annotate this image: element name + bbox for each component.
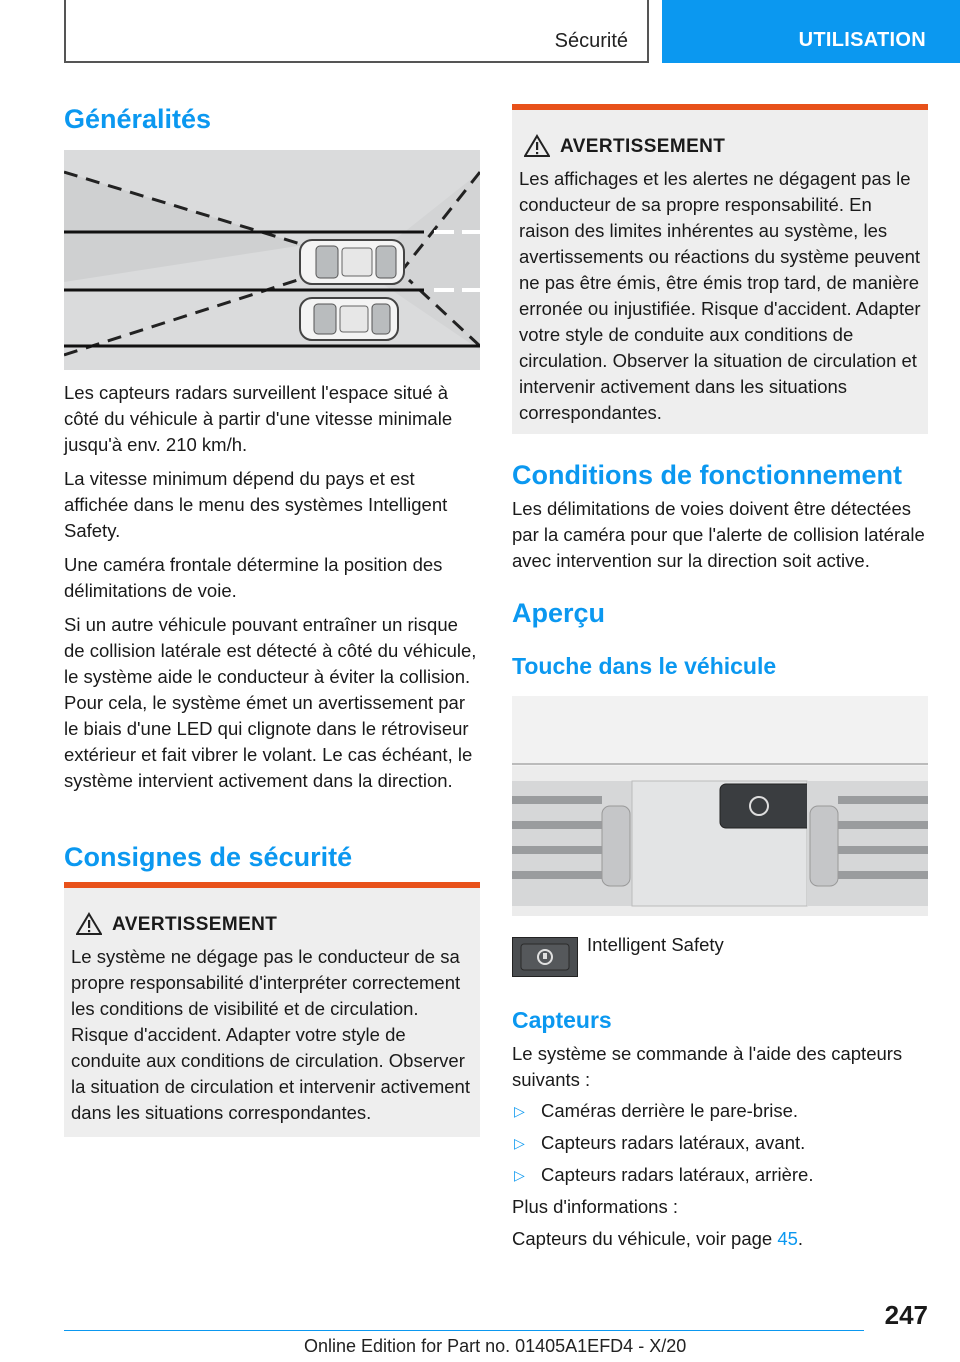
intelligent-safety-icon: [513, 938, 577, 976]
intelligent-safety-button[interactable]: [512, 937, 578, 977]
warning-label: AVERTISSEMENT: [560, 136, 726, 157]
warning-label: AVERTISSEMENT: [112, 914, 278, 935]
overview-title: Aperçu: [512, 598, 606, 628]
lane-illustration: [64, 150, 480, 370]
button-caption: Intelligent Safety: [587, 934, 724, 955]
paragraph: La vitesse minimum dépend du pays et est affichée dans le menu des systèmes Intelligent Safety.: [64, 468, 448, 541]
paragraph: Les capteurs radars surveillent l'espace situé à côté du véhicule à partir d'une vitesse minimale jusqu'à env. 210 km/h.: [64, 382, 453, 455]
generalities-body: [64, 380, 480, 794]
more-info: Plus d'informations :: [512, 1196, 678, 1217]
warning-header: [64, 912, 480, 942]
sensors-title: Capteurs: [512, 1007, 612, 1033]
car-lower: [300, 298, 398, 340]
header-section: Sécurité: [554, 30, 628, 52]
page-number: 247: [884, 1300, 928, 1330]
vent-right: [807, 781, 928, 906]
car-upper: [300, 240, 404, 284]
footer-divider: [64, 1330, 864, 1331]
warning-header: [512, 134, 928, 164]
paragraph: Une caméra frontale détermine la position des délimitations de voie.: [64, 554, 443, 601]
button-title: Touche dans le véhicule: [512, 653, 777, 679]
warning-text: Les affichages et les alertes ne dégagent pas le conducteur de sa propre responsabilité. En raison des limites inhérentes au système, les avertissements ou réactions du système peuvent ne pas être émis, être émis trop tard, de manière erronée ou injustifiée. Risque d'accident. Adapter votre style de conduite aux conditions de circulation. Observer la situation de circulation et intervenir activement dans les situations correspondantes.: [519, 168, 921, 423]
page-link[interactable]: 45: [777, 1228, 798, 1249]
triangle-bullet-icon: ▷: [514, 1167, 525, 1183]
warning-box-left: [64, 882, 480, 1137]
page-reference: Capteurs du véhicule, voir page 45.: [512, 1228, 804, 1249]
chapter-tab-label: UTILISATION: [798, 29, 926, 51]
chapter-tab[interactable]: [662, 0, 960, 63]
triangle-bullet-icon: ▷: [514, 1135, 525, 1151]
triangle-bullet-icon: ▷: [514, 1103, 525, 1119]
lane-diagram: [64, 150, 480, 370]
generalities-title: Généralités: [64, 104, 212, 134]
paragraph: Si un autre véhicule pouvant entraîner un risque de collision latérale est détecté à côté du véhicule, le système aide le conducteur à éviter la collision. Pour cela, le système émet un avertissement par le biais d'une LED qui clignote dans le rétroviseur extérieur et fait vibrer le volant. Le cas échéant, le système intervient activement dans la direction.: [64, 614, 477, 791]
dashboard-photo: [512, 696, 928, 916]
warning-icon: [76, 912, 102, 936]
sensor-list: ▷ Caméras derrière le pare-brise. ▷ Capteurs radars latéraux, avant. ▷ Capteurs radars latéraux, arrière.: [512, 1098, 928, 1198]
sensors-intro: Le système se commande à l'aide des capteurs suivants :: [512, 1043, 903, 1090]
dashboard-image: [512, 696, 928, 916]
warning-text: Le système ne dégage pas le conducteur de sa propre responsabilité d'interpréter correctement les conditions de visibilité et de circulation. Risque d'accident. Adapter votre style de conduite aux conditions de circulation. Observer la situation de circulation et intervenir activement dans les situations correspondantes.: [71, 946, 470, 1123]
edition-footer: Online Edition for Part no. 01405A1EFD4 - X/20: [304, 1336, 687, 1356]
warning-box-right: [512, 104, 928, 434]
conditions-text: Les délimitations de voies doivent être détectées par la caméra pour que l'alerte de collision latérale avec intervention sur la direction soit active.: [512, 498, 925, 571]
safety-title: Consignes de sécurité: [64, 842, 353, 872]
vent-left: [512, 781, 632, 906]
warning-icon: [524, 134, 550, 158]
conditions-title: Conditions de fonctionnement: [512, 460, 902, 490]
